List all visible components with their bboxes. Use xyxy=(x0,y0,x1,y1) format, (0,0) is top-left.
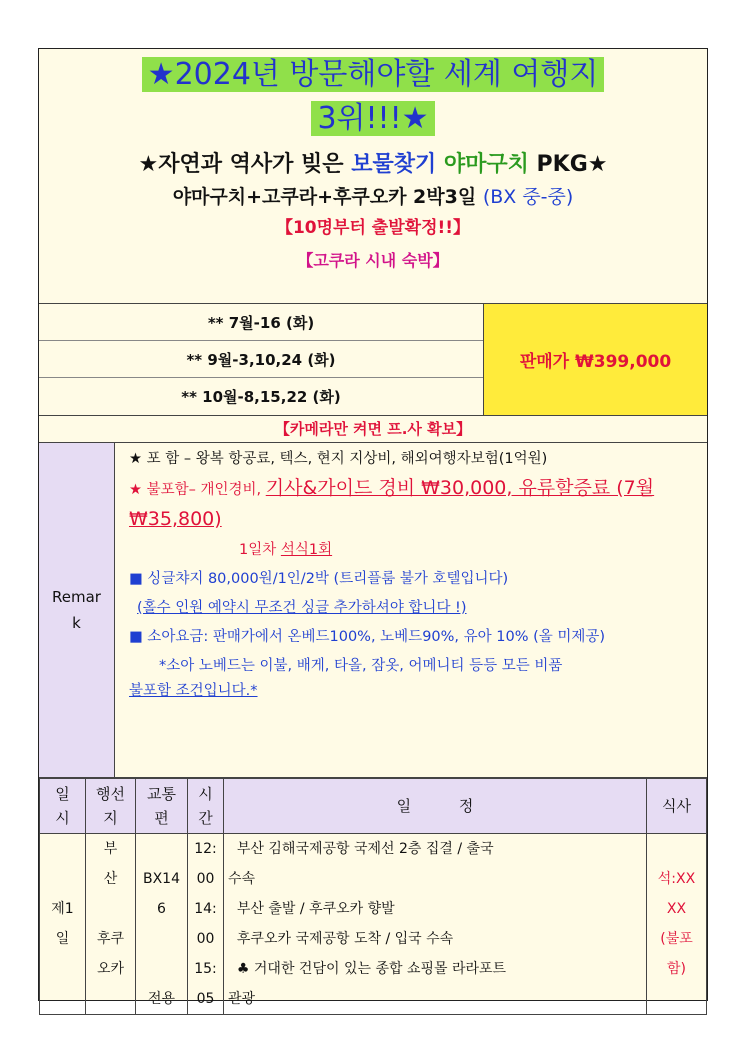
route-main: 야마구치+고쿠라+후쿠오카 2박3일 xyxy=(172,186,483,208)
date-row-sep: ** 9월-3,10,24 (화) xyxy=(39,341,483,378)
subtitle-post: PKG★ xyxy=(528,152,608,177)
schedule-header-row xyxy=(40,779,707,834)
dates-section xyxy=(39,304,707,416)
remark-label xyxy=(39,443,115,777)
time-cell: 12: 00 14: 00 15: 05 xyxy=(188,834,224,1015)
title-line2: 3위!!!★ xyxy=(311,101,434,136)
dates-list xyxy=(39,304,484,415)
header-schedule: 일 정 xyxy=(224,779,647,834)
single-note: (홀수 인원 예약시 무조건 싱글 추가하셔야 합니다 !) xyxy=(137,600,467,616)
subtitle-green: 야마구치 xyxy=(443,152,529,177)
subtitle-mid xyxy=(436,152,444,177)
camera-note: 【카메라만 켜면 프.사 확보】 xyxy=(39,416,707,443)
subtitle-blue: 보물찾기 xyxy=(351,152,437,177)
child-note-2: 불포함 조건입니다.* xyxy=(129,683,258,699)
schedule-table xyxy=(39,778,707,1015)
route-airline: (BX 중-중) xyxy=(482,186,574,208)
subtitle-pre: ★자연과 역사가 빚은 xyxy=(138,152,352,177)
header-section xyxy=(39,49,707,304)
breakfast-pre: 1일차 xyxy=(239,542,281,558)
remark-label-line1: Remar xyxy=(52,588,101,606)
header-place: 행선 지 xyxy=(86,779,136,834)
remark-body xyxy=(115,443,707,777)
schedule-item: 수속 xyxy=(228,871,256,887)
price-cell: 판매가 ₩399,000 xyxy=(484,304,707,415)
single-charge: ■ 싱글챠지 80,000원/1인/2박 (트리플룸 불가 호텔입니다) xyxy=(129,571,509,587)
schedule-item: ♣ 거대한 건담이 있는 종합 쇼핑몰 라라포트 xyxy=(228,961,507,977)
table-row xyxy=(40,834,707,1015)
remark-label-line2: k xyxy=(72,614,81,632)
date-row-jul: ** 7월-16 (화) xyxy=(39,304,483,341)
title-line1: ★2024년 방문해야할 세계 여행지 xyxy=(142,57,605,92)
day-cell: 제1 일 xyxy=(40,834,86,1015)
header-meal: 식사 xyxy=(647,779,707,834)
schedule-item: 후쿠오카 국제공항 도착 / 입국 수속 xyxy=(228,931,454,947)
exclude-text xyxy=(129,474,699,536)
transport-cell: BX14 6 전용 xyxy=(136,834,188,1015)
schedule-items xyxy=(224,834,647,1015)
include-text: ★ 포 함 – 왕복 항공료, 텍스, 현지 지상비, 해외여행자보험(1억원) xyxy=(129,451,548,467)
exclude-fees: 기사&가이드 경비 ₩30,000, 유류할증료 (7월₩35,800) xyxy=(129,477,655,530)
breakfast-note xyxy=(129,536,699,565)
header-day: 일 시 xyxy=(40,779,86,834)
departure-confirm: 【10명부터 출발확정!!】 xyxy=(275,218,471,238)
title-block xyxy=(73,53,673,141)
schedule-item: 관광 xyxy=(228,991,256,1007)
header-time: 시 간 xyxy=(188,779,224,834)
place-cell: 부 산 후쿠 오카 xyxy=(86,834,136,1015)
child-fee: ■ 소아요금: 판매가에서 온베드100%, 노베드90%, 유아 10% (올 미제공) xyxy=(129,629,606,645)
breakfast-count: 석식1회 xyxy=(280,542,333,558)
schedule-item: 부산 출발 / 후쿠오카 향발 xyxy=(228,901,395,917)
itinerary-sheet xyxy=(38,48,708,1007)
date-row-oct: ** 10월-8,15,22 (화) xyxy=(181,387,341,406)
child-note-1: *소아 노베드는 이불, 배게, 타올, 잠옷, 어메니티 등등 모든 비품 xyxy=(159,658,563,674)
header-transport: 교통 편 xyxy=(136,779,188,834)
exclude-pre: ★ 불포함– 개인경비, xyxy=(129,482,266,498)
meal-cell: 석:XX XX (불포 함) xyxy=(647,834,707,1015)
subtitle xyxy=(39,147,707,178)
route-line xyxy=(39,182,707,209)
schedule-item: 부산 김해국제공항 국제선 2층 집결 / 출국 xyxy=(228,841,494,857)
remark-section xyxy=(39,443,707,778)
hotel-note: 【고쿠라 시내 숙박】 xyxy=(297,251,449,270)
